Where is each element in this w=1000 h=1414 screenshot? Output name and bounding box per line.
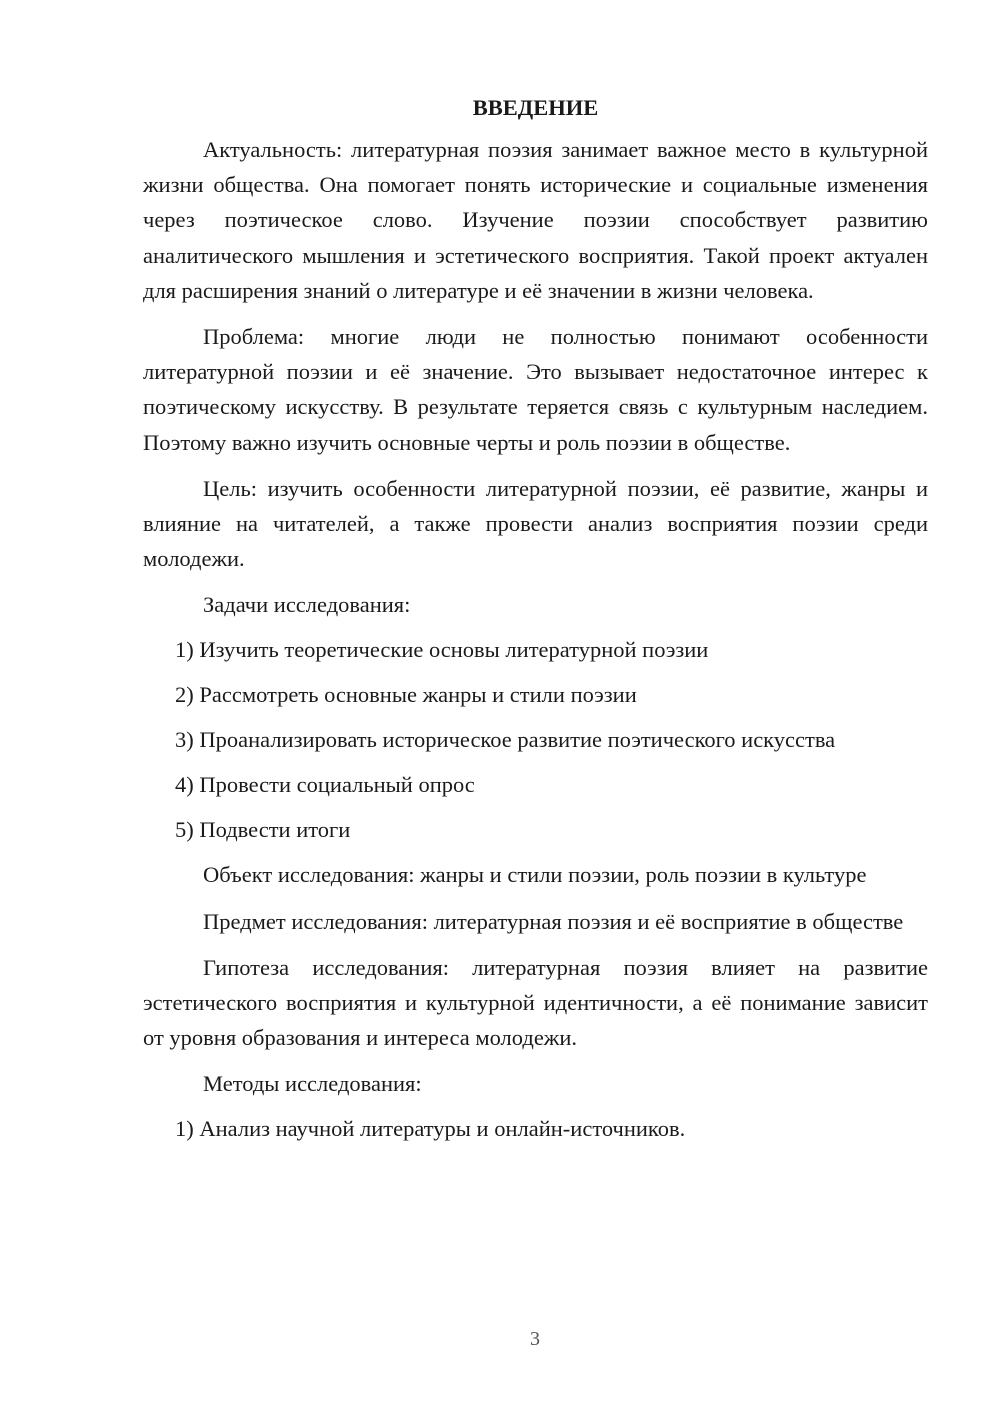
list-item: 1) Изучить теоретические основы литературной поэзии xyxy=(175,637,709,663)
hypothesis-paragraph: Гипотеза исследования: литературная поэзия влияет на развитие эстетического восприятия и культурной идентичности, а её понимание зависит от уровня образования и интереса молодежи. xyxy=(143,954,928,1051)
list-item: 4) Провести социальный опрос xyxy=(175,772,475,798)
list-item: 3) Проанализировать историческое развитие поэтического искусства xyxy=(175,727,836,753)
object-paragraph: Объект исследования: жанры и стили поэзии, роль поэзии в культуре xyxy=(203,862,867,888)
relevance-paragraph: Актуальность: литературная поэзия занимает важное место в культурной жизни общества. Она помогает понять исторические и социальные изменения через поэтическое слово. Изучение поэзии способствует развитию аналитического мышления и эстетического восприятия. Такой проект актуален для расширения знаний о литературе и её значении в жизни человека. xyxy=(143,137,928,303)
tasks-list xyxy=(143,632,928,847)
list-item: 2) Рассмотреть основные жанры и стили поэзии xyxy=(175,682,637,708)
problem-paragraph: Проблема: многие люди не полностью понимают особенности литературной поэзии и её значение. Это вызывает недостаточное интерес к поэтическому искусству. В результате теряется связь с культурным наследием. Поэтому важно изучить основные черты и роль поэзии в обществе. xyxy=(143,324,928,455)
document-page xyxy=(143,90,928,1156)
subject-paragraph: Предмет исследования: литературная поэзия и её восприятие в обществе xyxy=(203,908,904,934)
page-number: 3 xyxy=(530,1328,540,1350)
list-item: 1) Анализ научной литературы и онлайн-источников. xyxy=(175,1116,686,1142)
list-item: 5) Подвести итоги xyxy=(175,817,351,843)
methods-list xyxy=(143,1111,928,1146)
goal-paragraph: Цель: изучить особенности литературной поэзии, её развитие, жанры и влияние на читателей, а также провести анализ восприятия поэзии среди молодежи. xyxy=(143,475,928,572)
section-heading: ВВЕДЕНИЕ xyxy=(472,95,599,120)
tasks-label: Задачи исследования: xyxy=(203,592,411,618)
methods-label: Методы исследования: xyxy=(203,1071,422,1097)
